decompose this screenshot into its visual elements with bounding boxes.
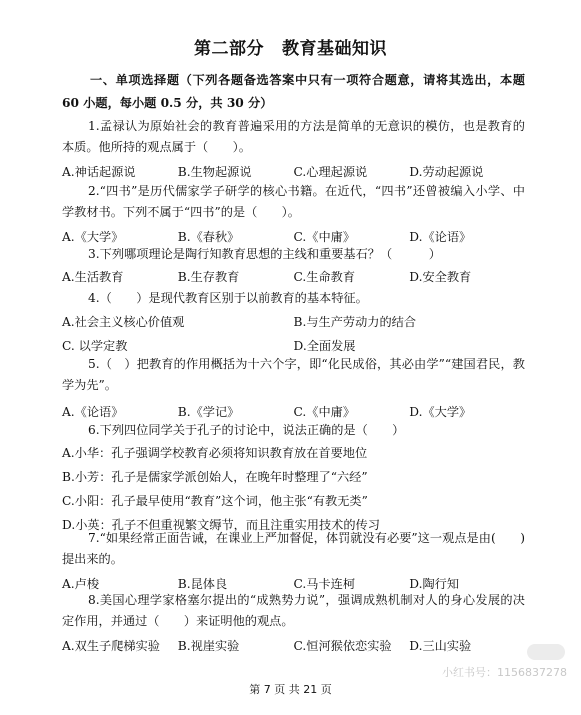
option-c: C.恒河猴依恋实验 bbox=[293, 639, 392, 653]
option-c: C.心理起源说 bbox=[293, 165, 368, 179]
option-c: C.小阳：孔子最早使用“教育”这个词，他主张“有教无类” bbox=[62, 494, 368, 508]
option-b: B.视崖实验 bbox=[177, 639, 240, 653]
option-d: D.《论语》 bbox=[409, 230, 472, 244]
option-b: B.与生产劳动力的结合 bbox=[293, 315, 417, 329]
question-4 bbox=[62, 288, 525, 357]
page-title bbox=[0, 34, 581, 59]
option-a: A.《大学》 bbox=[62, 230, 124, 244]
option-d: D.三山实验 bbox=[409, 639, 472, 653]
option-a: A.生活教育 bbox=[62, 270, 124, 284]
question-8 bbox=[62, 590, 525, 657]
question-6 bbox=[62, 420, 525, 537]
watermark-text: 小红书号：1156837278 bbox=[442, 666, 567, 679]
watermark-badge bbox=[527, 644, 565, 660]
section-heading: 一、单项选择题（下列各题备选答案中只有一项符合题意，请将其选出，本题 60 小题，每小题 0.5 分，共 30 分） bbox=[62, 73, 525, 110]
option-b: B.《学记》 bbox=[177, 405, 240, 419]
option-d: D.安全教育 bbox=[409, 270, 472, 284]
question-stem: 8.美国心理学家格塞尔提出的“成熟势力说”，强调成熟机制对人的身心发展的决定作用，并通过（ ）来证明他的观点。 bbox=[62, 593, 525, 628]
option-c: C.《中庸》 bbox=[293, 405, 356, 419]
question-stem: 6.下列四位同学关于孔子的讨论中，说法正确的是（ ） bbox=[88, 423, 405, 437]
option-c: C. 以学定教 bbox=[62, 339, 128, 353]
question-options bbox=[62, 441, 525, 537]
question-stem: 2.“四书”是历代儒家学子研学的核心书籍。在近代，“四书”还曾被编入小学、中学教材书。下列不属于“四书”的是（ ）。 bbox=[62, 184, 525, 219]
title-part-1: 第二部分 bbox=[194, 39, 264, 59]
option-b: B.昆体良 bbox=[177, 577, 228, 591]
option-a: A.小华：孔子强调学校教育必须将知识教育放在首要地位 bbox=[62, 446, 368, 460]
option-d: D.《大学》 bbox=[409, 405, 472, 419]
option-a: A.双生子爬梯实验 bbox=[62, 639, 160, 653]
question-3 bbox=[62, 244, 525, 288]
option-c: C.生命教育 bbox=[293, 270, 356, 284]
option-c: C.《中庸》 bbox=[293, 230, 356, 244]
question-stem: 4.（ ）是现代教育区别于以前教育的基本特征。 bbox=[88, 291, 368, 305]
question-stem: 1.孟禄认为原始社会的教育普遍采用的方法是简单的无意识的模仿，也是教育的本质。他所持的观点属于（ ）。 bbox=[62, 119, 525, 154]
question-1 bbox=[62, 116, 525, 183]
option-a: A.卢梭 bbox=[62, 577, 100, 591]
title-part-2: 教育基础知识 bbox=[282, 39, 387, 59]
question-stem: 5.（ ）把教育的作用概括为十六个字，即“化民成俗，其必由学”“建国君民，教学为先”。 bbox=[62, 357, 525, 392]
option-a: A.社会主义核心价值观 bbox=[62, 315, 185, 329]
question-options bbox=[62, 267, 525, 288]
question-stem: 7.“如果经常正面告诫，在课业上严加督促，体罚就没有必要”这一观点是由( )提出来的。 bbox=[62, 531, 525, 566]
option-b: B.生存教育 bbox=[177, 270, 240, 284]
question-options bbox=[62, 162, 525, 183]
option-a: A.《论语》 bbox=[62, 405, 124, 419]
option-d: D.小英：孔子不但重视繁文缛节，而且注重实用技术的传习 bbox=[62, 518, 380, 532]
option-d: D.陶行知 bbox=[409, 577, 460, 591]
question-options bbox=[62, 312, 525, 357]
option-a: A.神话起源说 bbox=[62, 165, 136, 179]
option-c: C.马卡连柯 bbox=[293, 577, 356, 591]
question-7 bbox=[62, 528, 525, 595]
option-d: D.劳动起源说 bbox=[409, 165, 484, 179]
option-b: B.《春秋》 bbox=[177, 230, 240, 244]
question-stem: 3.下列哪项理论是陶行知教育思想的主线和重要基石？（ ） bbox=[88, 247, 441, 261]
option-b: B.生物起源说 bbox=[177, 165, 252, 179]
page-footer: 第 7 页 共 21 页 bbox=[249, 683, 332, 696]
question-2 bbox=[62, 181, 525, 248]
question-5 bbox=[62, 354, 525, 423]
option-d: D.全面发展 bbox=[293, 339, 356, 353]
question-options bbox=[62, 636, 525, 657]
option-b: B.小芳：孔子是儒家学派创始人，在晚年时整理了“六经” bbox=[62, 470, 368, 484]
